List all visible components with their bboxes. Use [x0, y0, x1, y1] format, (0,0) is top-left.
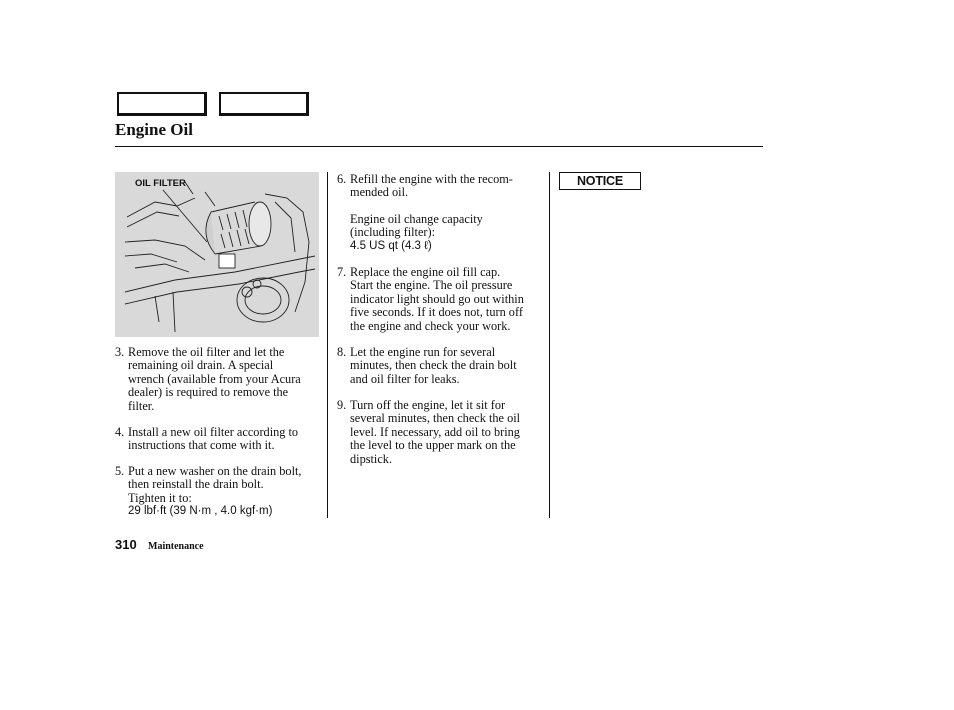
column-divider-2 — [549, 172, 550, 518]
step-line: Put a new washer on the drain bolt, — [128, 464, 302, 478]
nav-tab-2[interactable] — [219, 92, 309, 116]
step-number: 9. — [337, 398, 347, 412]
step-3 — [115, 346, 325, 413]
step-4 — [115, 426, 325, 453]
page-title: Engine Oil — [115, 120, 193, 139]
step-line: Start the engine. The oil pressure — [350, 278, 513, 293]
nav-tab-1[interactable] — [117, 92, 207, 116]
step-line: wrench (available from your Acura — [128, 371, 301, 386]
step-line: minutes, then check the drain bolt — [350, 358, 517, 373]
step-line: dipstick. — [350, 451, 393, 466]
step-line: five seconds. If it does not, turn off — [350, 305, 523, 320]
step-5 — [115, 465, 327, 519]
step-line: dealer) is required to remove the — [128, 385, 289, 400]
step-number: 5. — [115, 464, 125, 478]
step-line: the level to the upper mark on the — [350, 438, 516, 453]
step-9 — [337, 399, 547, 466]
step-line: mended oil. — [350, 185, 409, 200]
step-line: Install a new oil filter according to — [128, 425, 299, 439]
oil-filter-illustration — [115, 172, 319, 337]
step-line: (including filter): — [350, 225, 436, 240]
page-number: 310 — [115, 537, 137, 552]
step-line: Refill the engine with the recom- — [350, 172, 513, 186]
section-name: Maintenance — [148, 541, 204, 552]
step-line: and oil filter for leaks. — [350, 371, 460, 386]
step-7 — [337, 266, 547, 333]
step-line: then reinstall the drain bolt. — [128, 477, 264, 492]
notice-badge — [559, 172, 641, 190]
oil-capacity-spec: 4.5 US qt (4.3 ℓ) — [350, 239, 432, 252]
notice-label: NOTICE — [576, 174, 624, 188]
figure-label: OIL FILTER — [135, 178, 186, 189]
step-number: 7. — [337, 265, 347, 279]
step-line: Engine oil change capacity — [350, 211, 483, 226]
title-divider — [115, 146, 763, 147]
step-line: the engine and check your work. — [350, 318, 511, 333]
step-line: level. If necessary, add oil to bring — [350, 424, 520, 439]
step-number: 6. — [337, 172, 347, 186]
step-line: several minutes, then check the oil — [350, 411, 521, 426]
step-number: 8. — [337, 345, 347, 359]
step-number: 4. — [115, 425, 125, 439]
step-line: remaining oil drain. A special — [128, 358, 274, 373]
step-line: Tighten it to: — [128, 490, 192, 505]
step-line: indicator light should go out within — [350, 291, 524, 306]
step-line: filter. — [128, 398, 155, 413]
step-line: Replace the engine oil fill cap. — [350, 265, 501, 279]
step-line: Turn off the engine, let it sit for — [350, 398, 506, 412]
step-line: instructions that come with it. — [128, 438, 275, 453]
column-divider-1 — [327, 172, 328, 518]
oil-filter-drawing — [115, 172, 319, 337]
step-8 — [337, 346, 547, 386]
step-line: Remove the oil filter and let the — [128, 345, 285, 359]
step-6 — [337, 173, 545, 253]
torque-spec: 29 lbf·ft (39 N·m , 4.0 kgf·m) — [128, 505, 273, 518]
step-number: 3. — [115, 345, 125, 359]
step-line: Let the engine run for several — [350, 345, 496, 359]
